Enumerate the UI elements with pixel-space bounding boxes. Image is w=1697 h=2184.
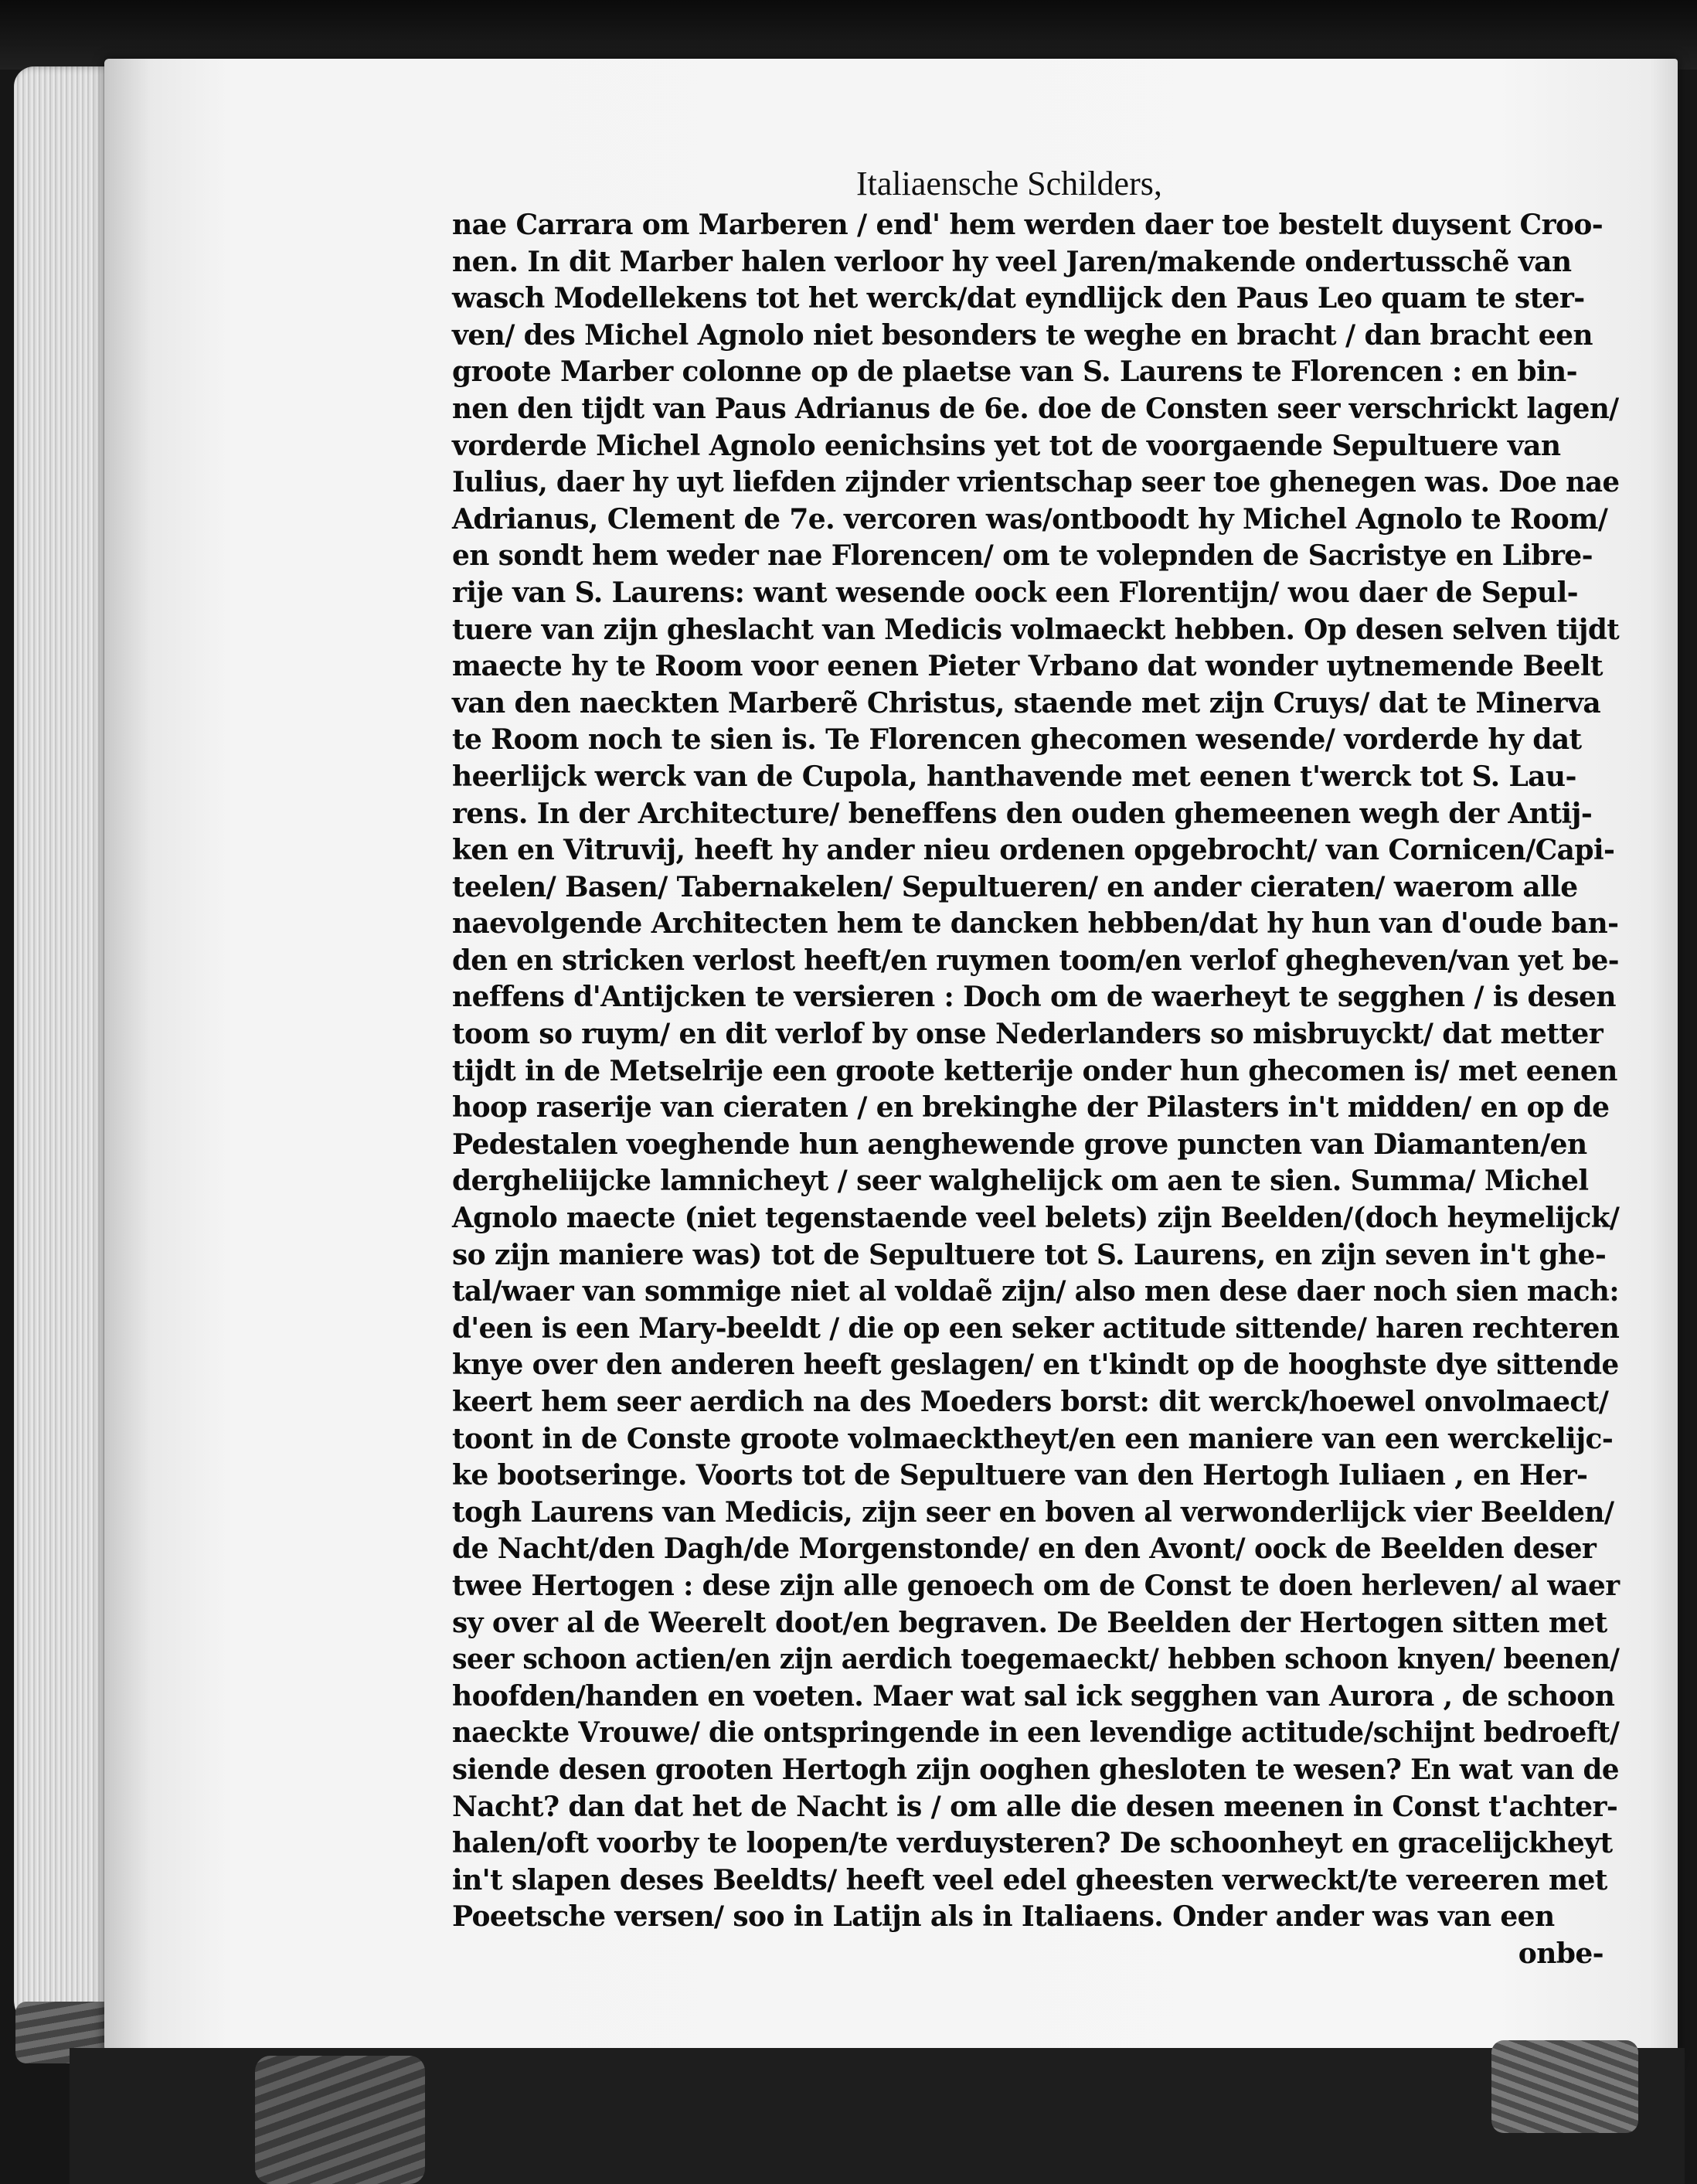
text-line: te Room noch te sien is. Te Florencen ghecomen wesende/ vorderde hy dat (452, 723, 1582, 757)
text-line: naeckte Vrouwe/ die ontspringende in een levendige actitude/schijnt bedroeft/ (452, 1716, 1620, 1750)
running-head: Italiaensche Schilders, (856, 165, 1162, 202)
text-line: maecte hy te Room voor eenen Pieter Vrbano dat wonder uytnemende Beelt (452, 650, 1603, 683)
text-line: rije van S. Laurens: want wesende oock een Florentijn/ wou daer de Sepul- (452, 576, 1578, 609)
text-line: hoop raserije van cieraten / en brekinghe der Pilasters in't midden/ en op de (452, 1091, 1610, 1124)
text-line: in't slapen deses Beeldts/ heeft veel edel gheesten verweckt/te vereeren met (452, 1863, 1607, 1897)
text-line: naevolgende Architecten hem te dancken hebben/dat hy hun van d'oude ban- (452, 907, 1619, 941)
text-line: d'een is een Mary-beeldt / die op een seker actitude sittende/ haren rechteren (452, 1311, 1620, 1345)
text-line: vorderde Michel Agnolo eenichsins yet tot de voorgaende Sepultuere van (452, 429, 1561, 462)
text-line: heerlijck werck van de Cupola, hanthavende met eenen t'werck tot S. Lau- (452, 760, 1576, 793)
text-line: tal/waer van sommige niet al voldaẽ zijn/ also men dese daer noch sien mach: (452, 1275, 1619, 1308)
text-line: dergheliijcke lamnicheyt / seer walghelijck om aen te sien. Summa/ Michel (452, 1165, 1589, 1198)
text-line: ke bootseringe. Voorts tot de Sepultuere van den Hertogh Iuliaen , en Her- (452, 1459, 1588, 1492)
text-line: knye over den anderen heeft geslagen/ en t'kindt op de hooghste dyе sittende (452, 1349, 1619, 1382)
text-line: den en stricken verlost heeft/en ruymen toom/en verlof ghegheven/van yet be- (452, 944, 1619, 977)
text-line: toont in de Conste groote volmaecktheyt/en een maniere van een werckelijc- (452, 1422, 1614, 1455)
text-line: sy over al de Weerelt doot/en begraven. De Beelden der Hertogen sitten met (452, 1606, 1607, 1639)
text-line: neffens d'Antijcken te versieren : Doch om de waerheyt te segghen / is desen (452, 981, 1616, 1014)
text-line: Iulius, daer hy uyt liefden zijnder vrientschap seer toe ghenegen was. Doe nae (452, 466, 1620, 499)
text-line: rens. In der Architecture/ beneffens den ouden ghemeenen wegh der Antij- (452, 797, 1593, 830)
text-line: keert hem seer aerdich na des Moeders borst: dit werck/hoewel onvolmaect/ (452, 1386, 1609, 1418)
text-line: nen. In dit Marber halen verloor hy veel Jaren/makende ondertusschẽ van (452, 245, 1572, 278)
text-line: siende desen grooten Hertogh zijn ooghen ghesloten te wesen? En wat van de (452, 1753, 1619, 1786)
text-line: de Nacht/den Dagh/de Morgenstonde/ en den Avont/ oock de Beelden deser (452, 1533, 1597, 1566)
text-line: halen/oft voorby te loopen/te verduysteren? De schoonheyt en gracelijckheyt (452, 1827, 1613, 1860)
text-line: togh Laurens van Medicis, zijn seer en boven al verwonderlijck vier Beelden/ (452, 1495, 1614, 1529)
text-line: ken en Vitruvij, heeft hy ander nieu ordenen opgebrocht/ van Cornicen/Capi- (452, 834, 1615, 867)
text-line: Adrianus, Clement de 7e. vercoren was/ontboodt hy Michel Agnolo te Room/ (452, 502, 1608, 536)
text-line: Agnolo maecte (niet tegenstaende veel belets) zijn Beelden/(doch heymelijck/ (452, 1202, 1620, 1235)
text-line: nae Carrara om Marberen / end' hem werden daer toe bestelt duysent Croo- (452, 209, 1603, 241)
text-line: groote Marber colonne op de plaetse van S. Laurens te Florencen : en bin- (452, 355, 1577, 389)
body-text (452, 207, 1619, 1973)
text-line: tuere van zijn gheslacht van Medicis volmaeckt hebben. Op desen selven tijdt (452, 613, 1620, 646)
text-line: tijdt in de Metselrije een groote ketterije onder hun ghecomen is/ met eenen (452, 1054, 1617, 1087)
text-line: seer schoon actien/en zijn aerdich toegemaeckt/ hebben schoon knyen/ beenen/ (452, 1643, 1620, 1676)
text-line: Pedestalen voeghende hun aenghewende grove puncten van Diamanten/en (452, 1128, 1587, 1161)
ribbon-bookmark (255, 2056, 425, 2184)
text-line: twee Hertogen : dese zijn alle genoech om de Const te doen herleven/ al waer (452, 1569, 1620, 1602)
text-line: so zijn maniere was) tot de Sepultuere tot S. Laurens, en zijn seven in't ghe- (452, 1238, 1607, 1271)
text-line: Nacht? dan dat het de Nacht is / om alle die desen meenen in Const t'achter- (452, 1790, 1618, 1823)
catchword: onbe- (1518, 1937, 1603, 1970)
text-line: toom so ruym/ en dit verlof by onse Nederlanders so misbruyckt/ dat metter (452, 1018, 1603, 1051)
text-line: wasch Modellekens tot het werck/dat eyndlijck den Paus Leo quam te ster- (452, 282, 1585, 315)
text-line: Poeetsche versen/ soo in Latijn als in Italiaens. Onder ander was van een (452, 1900, 1555, 1934)
text-line: ven/ des Michel Agnolo niet besonders te weghe en bracht / dan bracht een (452, 318, 1593, 352)
text-line: teelen/ Basen/ Tabernakelen/ Sepultueren/ en ander cieraten/ waerom alle (452, 870, 1578, 903)
ribbon-right (1491, 2040, 1638, 2133)
text-line: nen den tijdt van Paus Adrianus de 6e. doe de Consten seer verschrickt lagen/ (452, 392, 1619, 425)
text-line: hoofden/handen en voeten. Maer wat sal ick segghen van Aurora , de schoon (452, 1679, 1615, 1713)
text-line: van den naeckten Marberẽ Christus, staende met zijn Cruys/ dat te Minerva (452, 686, 1601, 719)
text-line: en sondt hem weder nae Florencen/ om te volepnden de Sacristye en Libre- (452, 539, 1593, 573)
